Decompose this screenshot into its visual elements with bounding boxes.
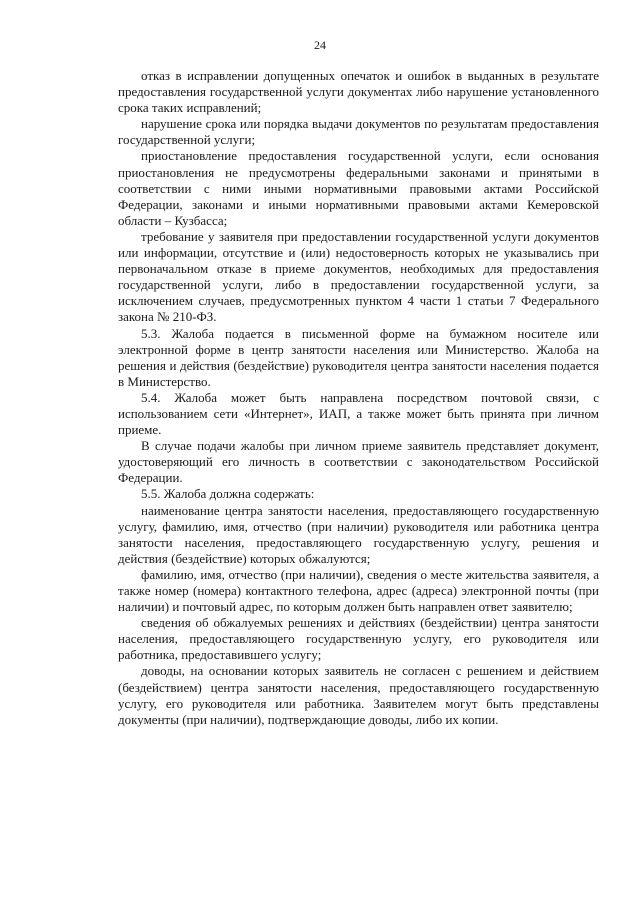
paragraph-appealed-decisions: сведения об обжалуемых решениях и действиях (бездействии) центра занятости населения, предоставляющего государственную услугу, его руководителя или работника, предоставившего услугу; bbox=[118, 615, 599, 663]
paragraph-personal-reception: В случае подачи жалобы при личном приеме заявитель представляет документ, удостоверяющий его личность в соответствии с законодательством Российской Федерации. bbox=[118, 438, 599, 486]
paragraph-applicant-info: фамилию, имя, отчество (при наличии), сведения о месте жительства заявителя, а также номер (номера) контактного телефона, адрес (адреса) электронной почты (при наличии) и почтовый адрес, по которым должен быть направлен ответ заявителю; bbox=[118, 566, 599, 615]
paragraph-5-4: 5.4. Жалоба может быть направлена посредством почтовой связи, с использованием сети «Интернет», ИАП, а также может быть принята при личном приеме. bbox=[118, 389, 599, 438]
paragraph-center-name: наименование центра занятости населения, предоставляющего государственную услугу, фамилию, имя, отчество (при наличии) руководителя или работника центра занятости населения, предоставляющего государственную услугу, решения и действия (бездействие) которых обжалуются; bbox=[118, 502, 599, 566]
paragraph-5-5: 5.5. Жалоба должна содержать: bbox=[141, 486, 315, 502]
paragraph-correction-refusal: отказ в исправлении допущенных опечаток и ошибок в выданных в результате предоставления государственной услуги документах либо нарушение установленного срока таких исправлений; bbox=[118, 68, 599, 116]
paragraph-document-requirement: требование у заявителя при предоставлении государственной услуги документов или информации, отсутствие и (или) недостоверность которых не указывались при первоначальном отказе в приеме документов, необходимых для предоставления государственной услуги, либо в предоставлении государственной услуги, за исключением случаев, предусмотренных пунктом 4 части 1 статьи 7 Федерального закона № 210-ФЗ. bbox=[118, 228, 599, 325]
paragraph-arguments: доводы, на основании которых заявитель не согласен с решением и действием (бездействием) центра занятости населения, предоставляющего государственную услугу, его руководителя или работника. Заявителем могут быть представлены документы (при наличии), подтверждающие доводы, либо их копии. bbox=[118, 663, 599, 727]
paragraph-5-3: 5.3. Жалоба подается в письменной форме на бумажном носителе или электронной форме в центр занятости населения или Министерство. Жалоба на решения и действия (бездействие) руководителя центра занятости населения подается в Министерство. bbox=[118, 325, 599, 389]
page-number: 24 bbox=[314, 38, 326, 52]
document-body bbox=[118, 68, 599, 728]
paragraph-suspension: приостановление предоставления государственной услуги, если основания приостановления не предусмотрены федеральными законами и принятыми в соответствии с ними иными нормативными правовыми актами Российской Федерации, законами и иными нормативными правовыми актами Кемеровской области – Кузбасса; bbox=[118, 148, 599, 228]
paragraph-deadline-violation: нарушение срока или порядка выдачи документов по результатам предоставления государственной услуги; bbox=[118, 116, 599, 148]
